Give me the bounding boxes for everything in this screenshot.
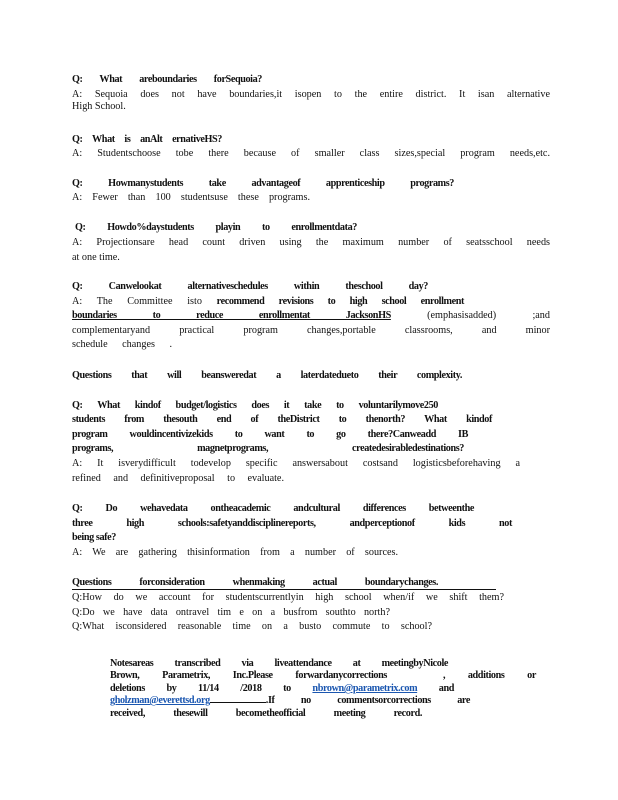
notes-line1: Notesareas transcribed via liveattendance at meetingbyNicole <box>110 658 448 669</box>
answer-enrollment-line1: A: Projectionsare head count driven using the maximum number of seatsschool needs <box>72 237 550 248</box>
question-sequoia-boundaries: Q: What areboundaries forSequoia? <box>72 74 262 85</box>
question-academic-line2: three high schools:safetyanddisciplinereports, andperceptionof kids not <box>72 518 512 529</box>
notes-line5: received, thesewill becometheofficial meeting record. <box>110 708 422 719</box>
question-budget-line1: Q: What kindof budget/logistics does it take to voluntarilymove250 <box>72 400 438 411</box>
question-budget-line3: program wouldincentivizekids to want to go there?Canweadd IB <box>72 429 468 440</box>
answer-enrollment-line2: at one time. <box>72 252 120 263</box>
answer-apprenticeship: A: Fewer than 100 studentsuse these programs. <box>72 192 310 203</box>
notes-line2: Brown, Parametrix, Inc.Please forwardanycorrections , additions or <box>110 670 536 681</box>
answer-alt-hs: A: Studentschoose tobe there because of smaller class sizes,special program needs,etc. <box>72 148 550 159</box>
question-alt-hs: Q: What is anAlt ernativeHS? <box>72 134 222 145</box>
answer-academic: A: We are gathering thisinformation from a number of sources. <box>72 547 398 558</box>
consideration-heading: Questions forconsideration whenmaking actual boundarychanges. <box>72 577 438 588</box>
answer-sequoia-line1: A: Sequoia does not have boundaries,it isopen to the entire district. It isan alternative <box>72 89 550 100</box>
question-academic-line1: Q: Do wehavedata ontheacademic andcultural differences betweenthe <box>72 503 474 514</box>
email-link-gholzman[interactable]: gholzman@everettsd.org <box>110 695 210 706</box>
answer-schedules-line4: schedule changes . <box>72 339 172 350</box>
answer-budget-line2: refined and definitiveproposal to evaluate. <box>72 473 284 484</box>
question-academic-line3: being safe? <box>72 532 116 543</box>
consideration-question-2: Q:Do we have data ontravel tim e on a busfrom southto north? <box>72 607 390 618</box>
later-questions-heading: Questions that will beansweredat a laterdatedueto their complexity. <box>72 370 462 381</box>
question-enrollment-data: Q: Howdo%daystudents playin to enrollmentdata? <box>75 222 358 233</box>
consideration-question-1: Q:How do we account for studentscurrentlyin high school when/if we shift them? <box>72 592 504 603</box>
question-budget-line2: students from thesouth end of theDistrict to thenorth? What kindof <box>72 414 492 425</box>
question-alternative-schedules: Q: Canwelookat alternativeschedules within theschool day? <box>72 281 428 292</box>
answer-sequoia-line2: High School. <box>72 101 126 112</box>
email-link-nbrown[interactable]: nbrown@parametrix.com <box>312 683 418 694</box>
question-apprenticeship: Q: Howmanystudents take advantageof apprenticeship programs? <box>72 178 455 189</box>
answer-schedules-line2: boundaries to reduce enrollmentat JacksonHS (emphasisadded) ;and <box>72 310 550 321</box>
answer-schedules-line1: A: The Committee isto recommend revisions to high school enrollment <box>72 296 464 307</box>
question-budget-line4: programs, magnetprograms, createdesirabledestinations? <box>72 443 464 454</box>
consideration-heading-underline <box>72 589 496 590</box>
answer-schedules-line3: complementaryand practical program changes,portable classrooms, and minor <box>72 325 550 336</box>
consideration-question-3: Q:What isconsidered reasonable time on a busto commute to school? <box>72 621 432 632</box>
answer-budget-line1: A: It isverydifficult todevelop specific answersabout costsand logisticsbeforehaving a <box>72 458 520 469</box>
notes-line4: gholzman@everettsd.org .If no commentsorcorrections are <box>110 695 470 706</box>
notes-line3: deletions by 11/14 /2018 to nbrown@parametrix.com and <box>110 683 454 694</box>
